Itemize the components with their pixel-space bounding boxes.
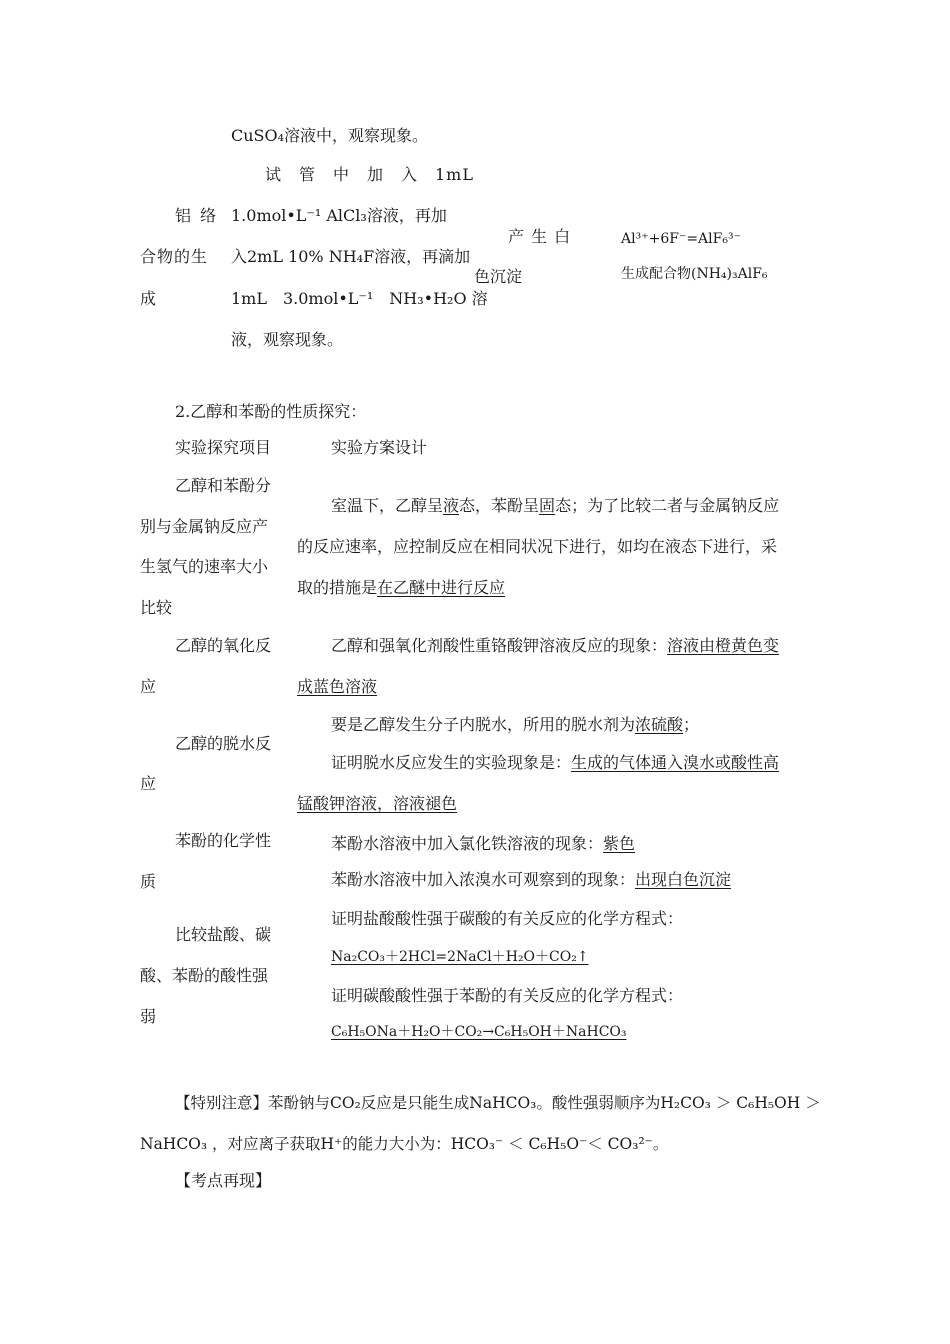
answer-blank: 成蓝色溶液 [297, 677, 378, 696]
answer-blank: 生成的气体通入溴水或酸性高 [571, 753, 780, 772]
design-line: 取的措施是在乙醚中进行反应 [297, 578, 506, 597]
column-header-design: 实验方案设计 [331, 438, 428, 457]
answer-blank: 锰酸钾溶液，溶液褪色 [297, 794, 458, 813]
phenomenon-line: 产 生 白 [508, 227, 572, 246]
answer-blank: 溶液由橙黄色变 [667, 636, 780, 655]
design-line: 苯酚水溶液中加入浓溴水可观察到的现象：出现白色沉淀 [331, 870, 732, 889]
item-label-line: 比较 [140, 598, 173, 617]
answer-blank: 浓硫酸 [635, 715, 684, 734]
design-line: 证明盐酸酸性强于碳酸的有关反应的化学方程式： [331, 909, 684, 928]
item-label-line: 应 [140, 774, 157, 793]
explanation-equation: Al³⁺+6F⁻=AlF₆³⁻ [621, 231, 741, 247]
design-line: 证明脱水反应发生的实验现象是：生成的气体通入溴水或酸性高 [331, 753, 780, 772]
answer-blank: 在乙醚中进行反应 [377, 578, 506, 597]
item-label-line: 应 [140, 677, 157, 696]
procedure-line: 液，观察现象。 [231, 330, 344, 349]
procedure-line: 试 管 中 加 入 1mL [265, 165, 474, 184]
design-line [297, 796, 457, 812]
item-label-line: 生氢气的速率大小 [140, 557, 269, 576]
item-label-line: 苯酚的化学性 [175, 831, 272, 850]
next-section-heading: 【考点再现】 [175, 1171, 272, 1190]
row-label-line: 成 [140, 289, 157, 308]
column-header-item: 实验探究项目 [175, 438, 272, 457]
design-line: 的反应速率，应控制反应在相同状况下进行，如均在液态下进行，采 [297, 537, 778, 556]
item-label-line: 酸、苯酚的酸性强 [140, 966, 269, 985]
item-label-line: 弱 [140, 1007, 157, 1026]
equation-hcl: Na₂CO₃＋2HCl=2NaCl＋H₂O＋CO₂↑ [331, 949, 589, 965]
item-label-line: 比较盐酸、碳 [175, 925, 272, 944]
row-label-line: 合物的生 [140, 247, 209, 266]
answer-blank: 紫色 [603, 834, 636, 853]
row-label-line: 铝 络 [175, 206, 219, 225]
design-line: 室温下，乙醇呈液态，苯酚呈固态；为了比较二者与金属钠反应 [331, 496, 780, 515]
procedure-line: 1.0mol•L⁻¹ AlCl₃溶液，再加 [231, 206, 447, 225]
procedure-line: 入2mL 10% NH₄F溶液，再滴加 [231, 247, 471, 266]
design-line: 苯酚水溶液中加入氯化铁溶液的现象：紫色 [331, 834, 636, 853]
procedure-line: 1mL 3.0mol•L⁻¹ NH₃•H₂O 溶 [231, 289, 488, 308]
item-label-line: 乙醇和苯酚分 [175, 476, 272, 495]
special-note-line: 【特别注意】苯酚钠与CO₂反应是只能生成NaHCO₃。酸性强弱顺序为H₂CO₃ ＞ C₆H₅OH ＞ [175, 1094, 821, 1112]
explanation-complex: 生成配合物(NH₄)₃AlF₆ [621, 266, 768, 282]
phenomenon-line: 色沉淀 [474, 267, 523, 286]
design-line: 要是乙醇发生分子内脱水，所用的脱水剂为浓硫酸； [331, 715, 700, 734]
design-line: 证明碳酸酸性强于苯酚的有关反应的化学方程式： [331, 986, 684, 1005]
section-heading: 2.乙醇和苯酚的性质探究： [175, 402, 367, 421]
answer-blank: 固 [539, 496, 556, 515]
item-label-line: 别与金属钠反应产 [140, 517, 269, 536]
special-note-line: NaHCO₃ ，对应离子获取H⁺的能力大小为：HCO₃⁻ ＜ C₆H₅O⁻＜ CO₃²⁻。 [140, 1135, 669, 1153]
item-label-line: 乙醇的脱水反 [175, 734, 272, 753]
equation-phenol: C₆H₅ONa＋H₂O＋CO₂→C₆H₅OH＋NaHCO₃ [331, 1024, 627, 1040]
answer-blank: 液 [443, 496, 460, 515]
design-line [297, 679, 377, 695]
answer-blank: 出现白色沉淀 [635, 870, 732, 889]
item-label-line: 质 [140, 872, 157, 891]
design-line: 乙醇和强氧化剂酸性重铬酸钾溶液反应的现象：溶液由橙黄色变 [331, 636, 780, 655]
item-label-line: 乙醇的氧化反 [175, 636, 272, 655]
prev-row-text: CuSO₄溶液中，观察现象。 [231, 126, 429, 145]
